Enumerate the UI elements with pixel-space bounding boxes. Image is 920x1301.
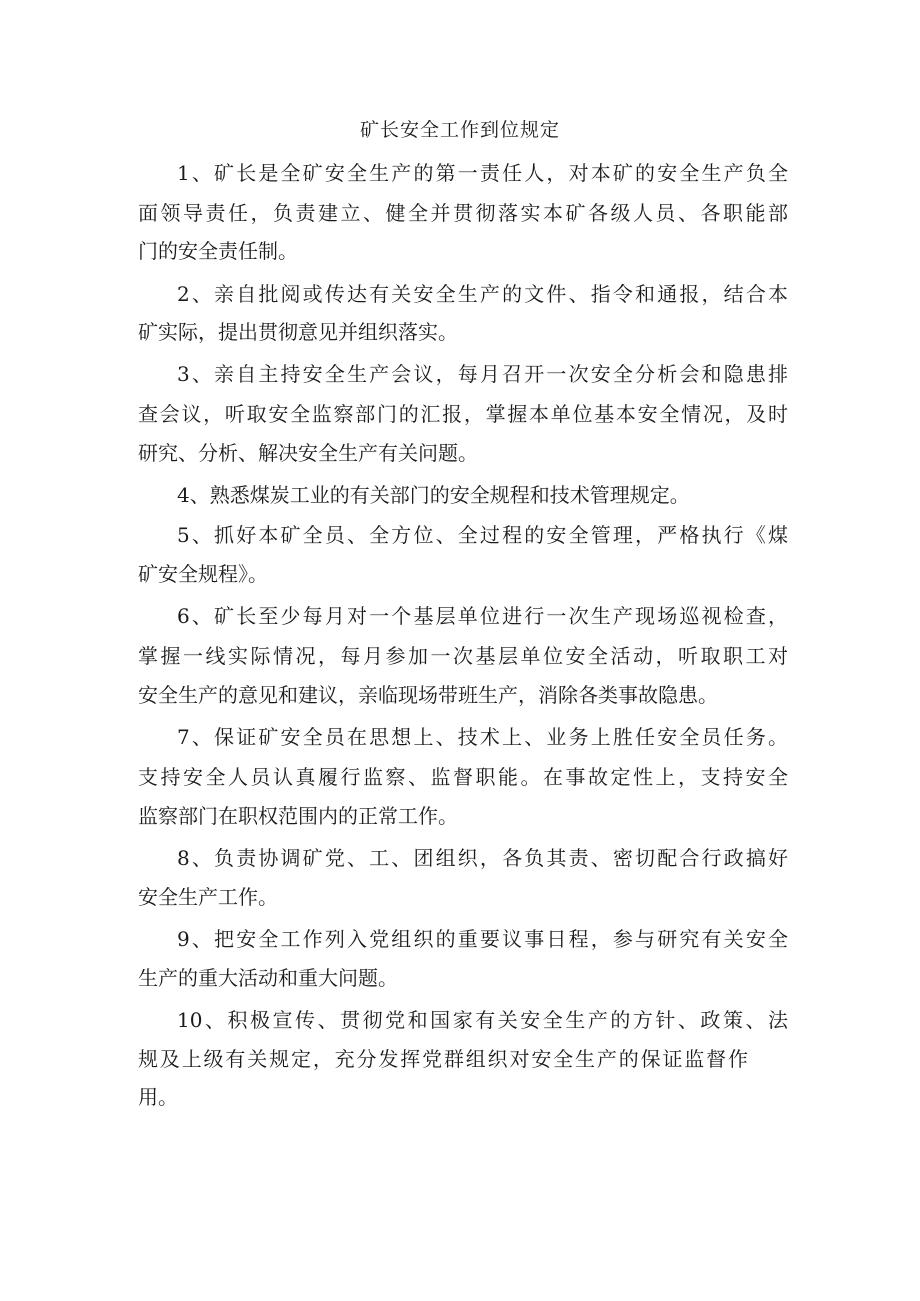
- paragraph-10-line-1: 10、积极宣传、贯彻党和国家有关安全生产的方针、政策、法: [177, 1008, 788, 1032]
- paragraph-5-line-2: 矿安全规程》。: [138, 562, 268, 586]
- paragraph-2-line-2: 矿实际，提出贯彻意见并组织落实。: [138, 320, 458, 344]
- paragraph-10-line-2: 规及上级有关规定，充分发挥党群组织对安全生产的保证监督作: [138, 1047, 748, 1071]
- paragraph-6-line-3: 安全生产的意见和建议，亲临现场带班生产，消除各类事故隐患。: [138, 683, 718, 707]
- paragraph-7-line-1: 7、保证矿安全员在思想上、技术上、业务上胜任安全员任务。: [177, 725, 788, 749]
- paragraph-8-line-1: 8、负责协调矿党、工、团组织，各负其责、密切配合行政搞好: [177, 846, 788, 870]
- document-title: 矿长安全工作到位规定: [359, 119, 560, 141]
- paragraph-2-line-1: 2、亲自批阅或传达有关安全生产的文件、指令和通报，结合本: [177, 282, 788, 306]
- paragraph-7-line-3: 监察部门在职权范围内的正常工作。: [138, 804, 458, 828]
- paragraph-1-line-2: 面领导责任，负责建立、健全并贯彻落实本矿各级人员、各职能部: [138, 201, 788, 225]
- paragraph-9-line-2: 生产的重大活动和重大问题。: [138, 966, 398, 990]
- paragraph-6-line-1: 6、矿长至少每月对一个基层单位进行一次生产现场巡视检查，: [177, 604, 788, 628]
- paragraph-1-line-1: 1、矿长是全矿安全生产的第一责任人，对本矿的安全生产负全: [177, 161, 788, 185]
- paragraph-5-line-1: 5、抓好本矿全员、全方位、全过程的安全管理，严格执行《煤: [177, 523, 788, 547]
- paragraph-10-line-3: 用。: [138, 1085, 178, 1109]
- paragraph-3-line-2: 查会议，听取安全监察部门的汇报，掌握本单位基本安全情况，及时: [138, 402, 788, 426]
- paragraph-9-line-1: 9、把安全工作列入党组织的重要议事日程，参与研究有关安全: [177, 927, 788, 951]
- paragraph-3-line-1: 3、亲自主持安全生产会议，每月召开一次安全分析会和隐患排: [177, 362, 788, 386]
- paragraph-6-line-2: 掌握一线实际情况，每月参加一次基层单位安全活动，听取职工对: [138, 644, 788, 668]
- paragraph-7-line-2: 支持安全人员认真履行监察、监督职能。在事故定性上，支持安全: [138, 765, 788, 789]
- paragraph-3-line-3: 研究、分析、解决安全生产有关问题。: [138, 441, 478, 465]
- paragraph-4-line-1: 4、熟悉煤炭工业的有关部门的安全规程和技术管理规定。: [177, 483, 690, 507]
- paragraph-1-line-3: 门的安全责任制。: [138, 239, 298, 263]
- paragraph-8-line-2: 安全生产工作。: [138, 885, 278, 909]
